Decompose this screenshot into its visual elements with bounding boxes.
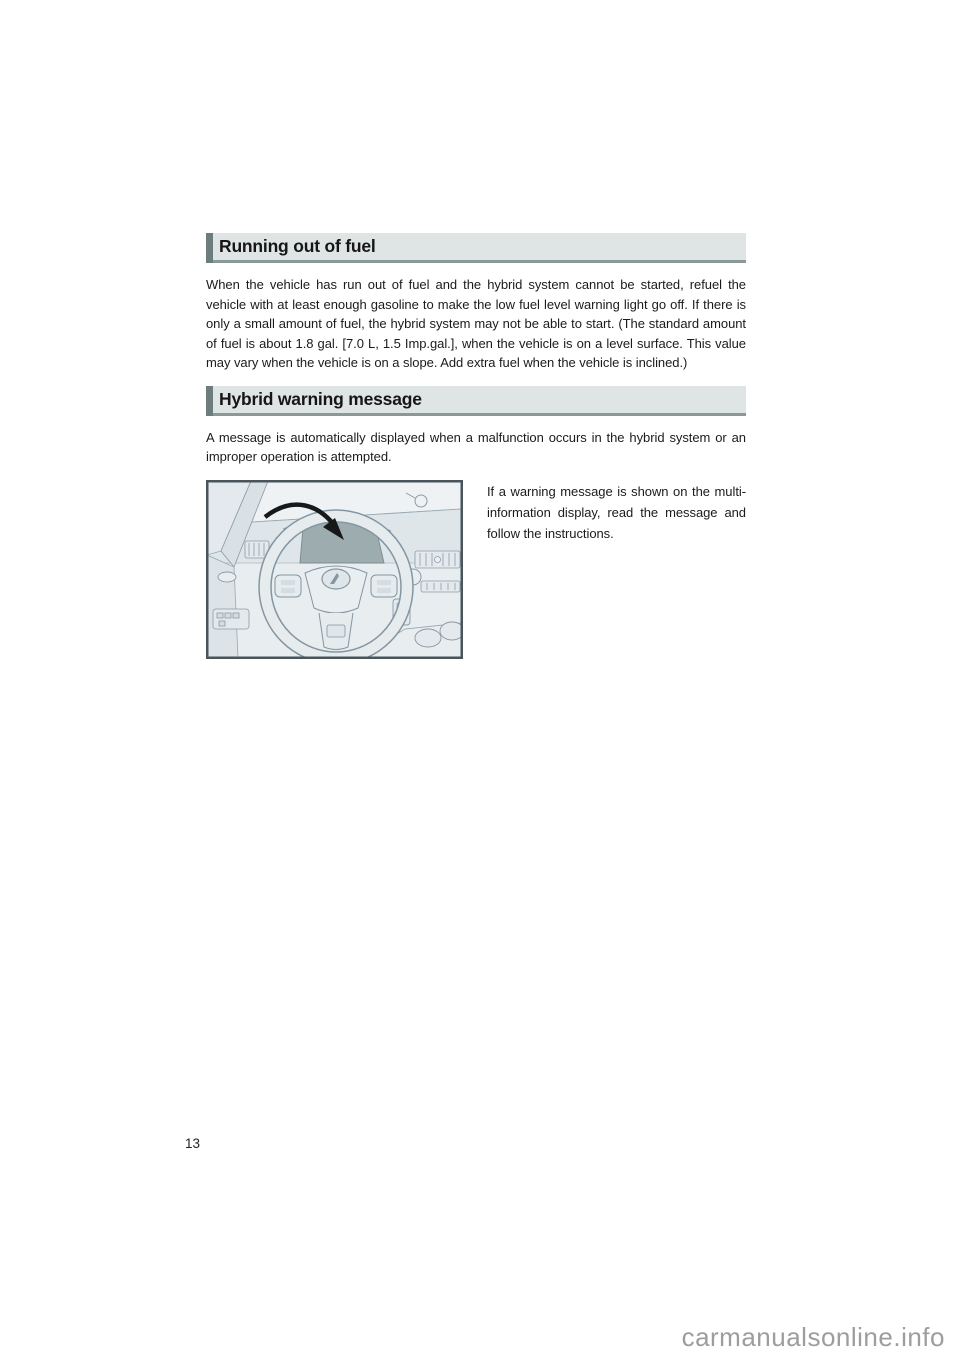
figure-row (206, 480, 746, 659)
section-body: When the vehicle has run out of fuel and the hybrid system cannot be started, refuel the vehicle with at least enough gasoline to make the low fuel level warning light go off. If there is only a small amount of fuel, the hybrid system may not be able to start. (The standard amount of fuel is about 1.8 gal. [7.0 L, 1.5 Imp.gal.], when the vehicle is on a level surface. This value may vary when the vehicle is on a slope. Add extra fuel when the vehicle is inclined.) (206, 277, 746, 370)
content-column (206, 233, 746, 659)
dashboard-illustration (206, 480, 463, 659)
left-spoke-buttons (275, 575, 301, 597)
window-switches (213, 609, 249, 629)
section-heading: Running out of fuel (219, 236, 376, 256)
center-vent-lower (421, 581, 460, 592)
section-heading: Hybrid warning message (219, 388, 422, 409)
door-handle (218, 572, 236, 582)
watermark: carmanualsonline.info (681, 1322, 945, 1352)
section-hybrid-warning-message (206, 386, 746, 659)
page-number: 13 (185, 1136, 201, 1151)
center-vent-upper (415, 551, 460, 568)
heading-accent-bar (206, 233, 213, 263)
door-panel (207, 555, 238, 658)
mirror-sensor (415, 495, 427, 507)
heading-accent-bar (206, 386, 213, 416)
right-spoke-buttons (371, 575, 397, 597)
section-running-out-of-fuel (206, 233, 746, 373)
dashboard-illustration-svg (207, 481, 462, 658)
figure-caption: If a warning message is shown on the multi-information display, read the message and follow the instructions. (487, 483, 746, 541)
section-heading-bar (206, 233, 746, 263)
section-body: A message is automatically displayed when a malfunction occurs in the hybrid system or an improper operation is attempted. (206, 429, 746, 464)
cup-holder (415, 629, 441, 647)
cup-holder (440, 622, 462, 640)
section-heading-bar (206, 386, 746, 416)
